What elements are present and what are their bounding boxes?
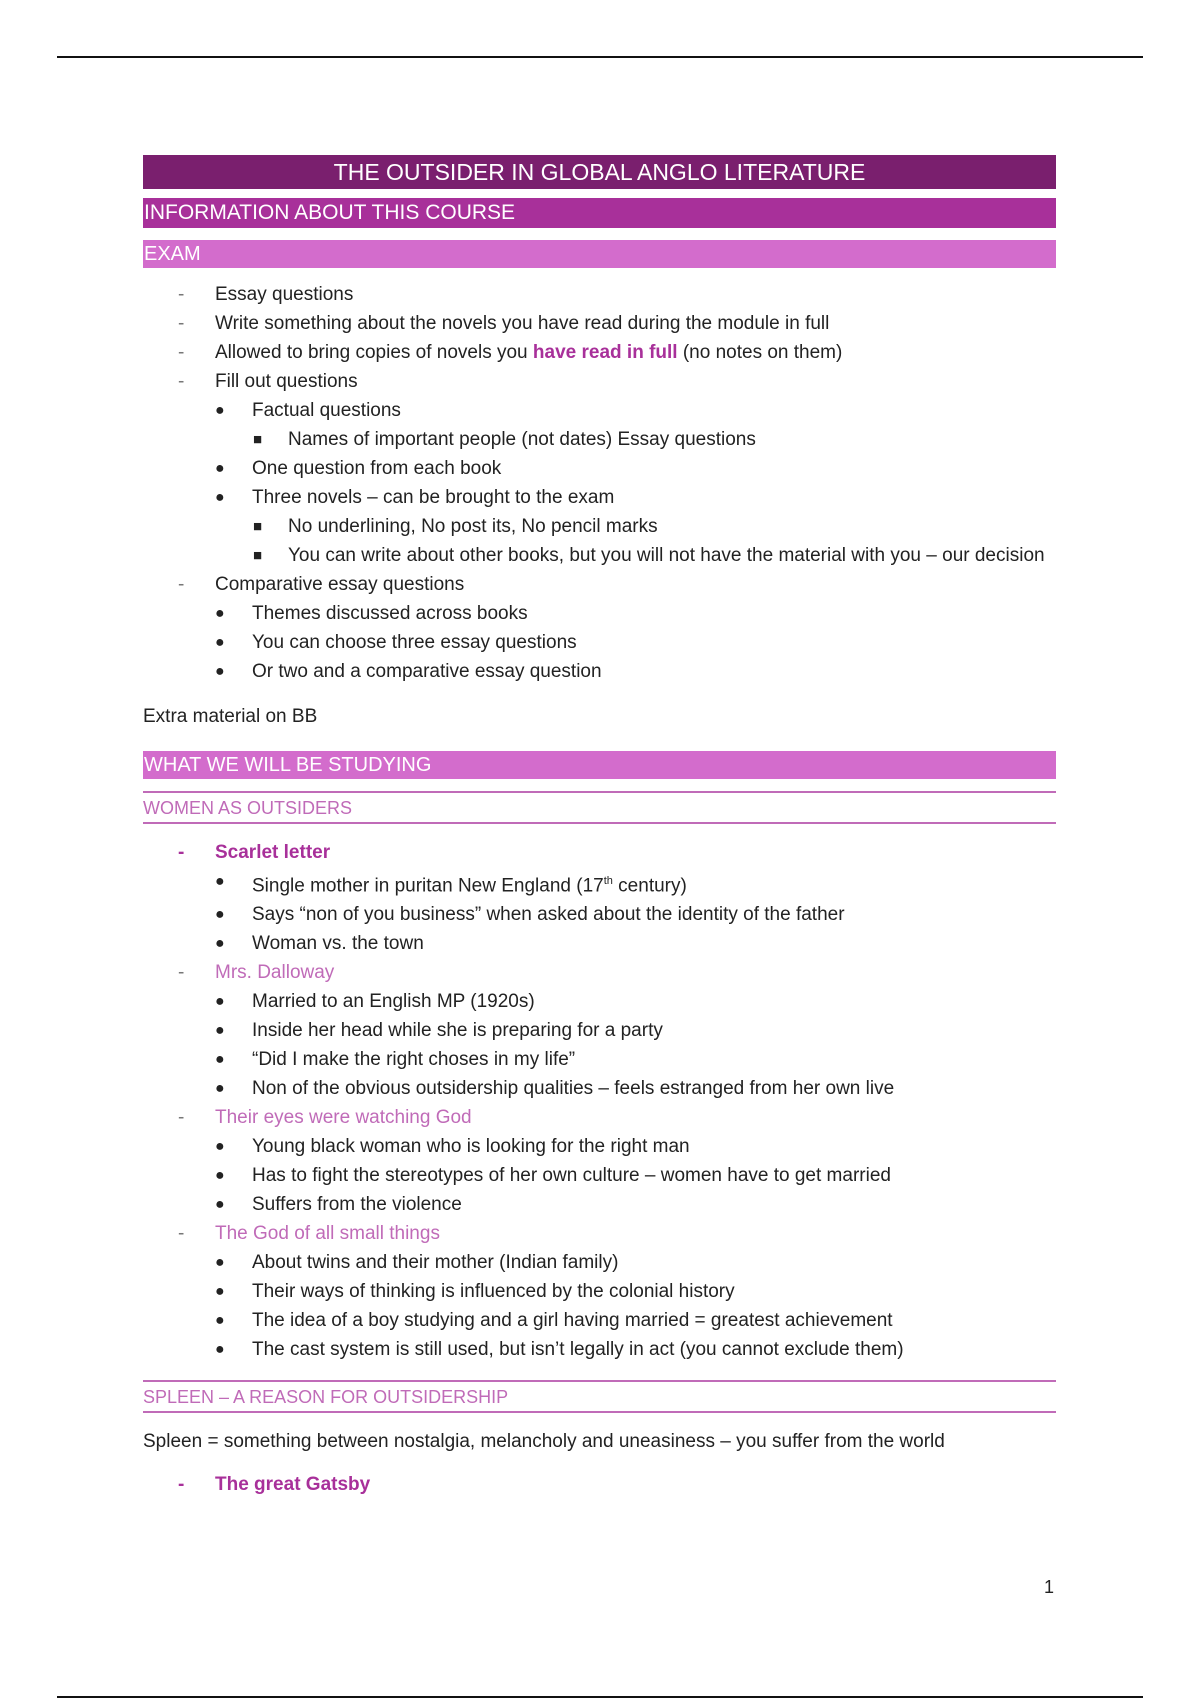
square-marker: ■ — [253, 518, 263, 535]
dash-marker: - — [178, 1474, 185, 1496]
dash-marker: - — [178, 1223, 185, 1245]
book-item: - Their eyes were watching God — [143, 1103, 1056, 1132]
dash-marker: - — [178, 313, 185, 334]
books-list — [143, 838, 1056, 1364]
spleen-definition: Spleen = something between nostalgia, melancholy and uneasiness – you suffer from the world — [143, 1431, 945, 1453]
exam-list — [143, 280, 1056, 686]
list-item: ● The cast system is still used, but isn’t legally in act (you cannot exclude them) — [143, 1335, 1056, 1364]
bullet-marker: ● — [215, 663, 225, 680]
dash-marker: - — [178, 284, 185, 305]
dash-marker: - — [178, 1107, 185, 1129]
dash-marker: - — [178, 962, 185, 984]
subheading-women-outsiders: WOMEN AS OUTSIDERS — [143, 791, 1056, 824]
book-item: - Scarlet letter — [143, 838, 1056, 867]
bullet-marker: ● — [215, 873, 225, 890]
bullet-marker: ● — [215, 489, 225, 506]
dash-marker: - — [178, 574, 185, 595]
square-marker: ■ — [253, 547, 263, 564]
list-item: ● Single mother in puritan New England (17th century) — [143, 867, 1056, 900]
bullet-marker: ● — [215, 1341, 225, 1359]
list-item: - Fill out questions — [143, 367, 1056, 396]
list-item: ● Inside her head while she is preparing for a party — [143, 1016, 1056, 1045]
list-item: ■ No underlining, No post its, No pencil marks — [143, 512, 1056, 541]
dash-marker: - — [178, 342, 185, 363]
list-item: ● Married to an English MP (1920s) — [143, 987, 1056, 1016]
list-item: ■ Names of important people (not dates) Essay questions — [143, 425, 1056, 454]
list-item: ● Their ways of thinking is influenced by the colonial history — [143, 1277, 1056, 1306]
document-title: THE OUTSIDER IN GLOBAL ANGLO LITERATURE — [143, 155, 1056, 189]
list-item: ● You can choose three essay questions — [143, 628, 1056, 657]
bullet-marker: ● — [215, 993, 225, 1011]
bullet-marker: ● — [215, 460, 225, 477]
bullet-marker: ● — [215, 1051, 225, 1069]
bullet-marker: ● — [215, 1196, 225, 1214]
bullet-marker: ● — [215, 1138, 225, 1156]
list-item: ● Themes discussed across books — [143, 599, 1056, 628]
bullet-marker: ● — [215, 1254, 225, 1272]
list-item: ● Non of the obvious outsidership qualities – feels estranged from her own live — [143, 1074, 1056, 1103]
heading-exam: EXAM — [143, 240, 1056, 268]
list-item: ● One question from each book — [143, 454, 1056, 483]
emphasis-text: have read in full — [532, 342, 678, 363]
dash-marker: - — [178, 371, 185, 392]
bullet-marker: ● — [215, 634, 225, 651]
bottom-rule — [57, 1696, 1143, 1698]
heading-studying: WHAT WE WILL BE STUDYING — [143, 751, 1056, 779]
list-item: ● Three novels – can be brought to the exam — [143, 483, 1056, 512]
list-item: ● Woman vs. the town — [143, 929, 1056, 958]
bullet-marker: ● — [215, 1022, 225, 1040]
bullet-marker: ● — [215, 935, 225, 953]
bullet-marker: ● — [215, 1283, 225, 1301]
square-marker: ■ — [253, 431, 263, 448]
book-item: - Mrs. Dalloway — [143, 958, 1056, 987]
list-item: - Write something about the novels you have read during the module in full — [143, 309, 1056, 338]
top-rule — [57, 56, 1143, 58]
book-item: - The great Gatsby — [143, 1470, 1056, 1499]
list-item: ● Has to fight the stereotypes of her own culture – women have to get married — [143, 1161, 1056, 1190]
extra-material-note: Extra material on BB — [143, 706, 318, 727]
list-item: ● Says “non of you business” when asked about the identity of the father — [143, 900, 1056, 929]
bullet-marker: ● — [215, 1080, 225, 1098]
heading-information: INFORMATION ABOUT THIS COURSE — [143, 198, 1056, 228]
dash-marker: - — [178, 842, 185, 863]
bullet-marker: ● — [215, 402, 225, 419]
bullet-marker: ● — [215, 605, 225, 622]
list-item: ■ You can write about other books, but you will not have the material with you – our decision — [143, 541, 1056, 570]
list-item: - Essay questions — [143, 280, 1056, 309]
subheading-spleen: SPLEEN – A REASON FOR OUTSIDERSHIP — [143, 1380, 1056, 1413]
list-item: ● Young black woman who is looking for the right man — [143, 1132, 1056, 1161]
list-item: ● “Did I make the right choses in my life” — [143, 1045, 1056, 1074]
spleen-list — [143, 1470, 1056, 1499]
page-number: 1 — [1044, 1577, 1055, 1597]
bullet-marker: ● — [215, 1312, 225, 1330]
list-item: - Comparative essay questions — [143, 570, 1056, 599]
list-item: ● Or two and a comparative essay question — [143, 657, 1056, 686]
list-item: - Allowed to bring copies of novels you have read in full (no notes on them) — [143, 338, 1056, 367]
list-item: ● The idea of a boy studying and a girl having married = greatest achievement — [143, 1306, 1056, 1335]
list-item: ● About twins and their mother (Indian family) — [143, 1248, 1056, 1277]
bullet-marker: ● — [215, 1167, 225, 1185]
list-item: ● Factual questions — [143, 396, 1056, 425]
bullet-marker: ● — [215, 906, 225, 924]
document-body — [143, 155, 1056, 1499]
book-item: - The God of all small things — [143, 1219, 1056, 1248]
list-item: ● Suffers from the violence — [143, 1190, 1056, 1219]
